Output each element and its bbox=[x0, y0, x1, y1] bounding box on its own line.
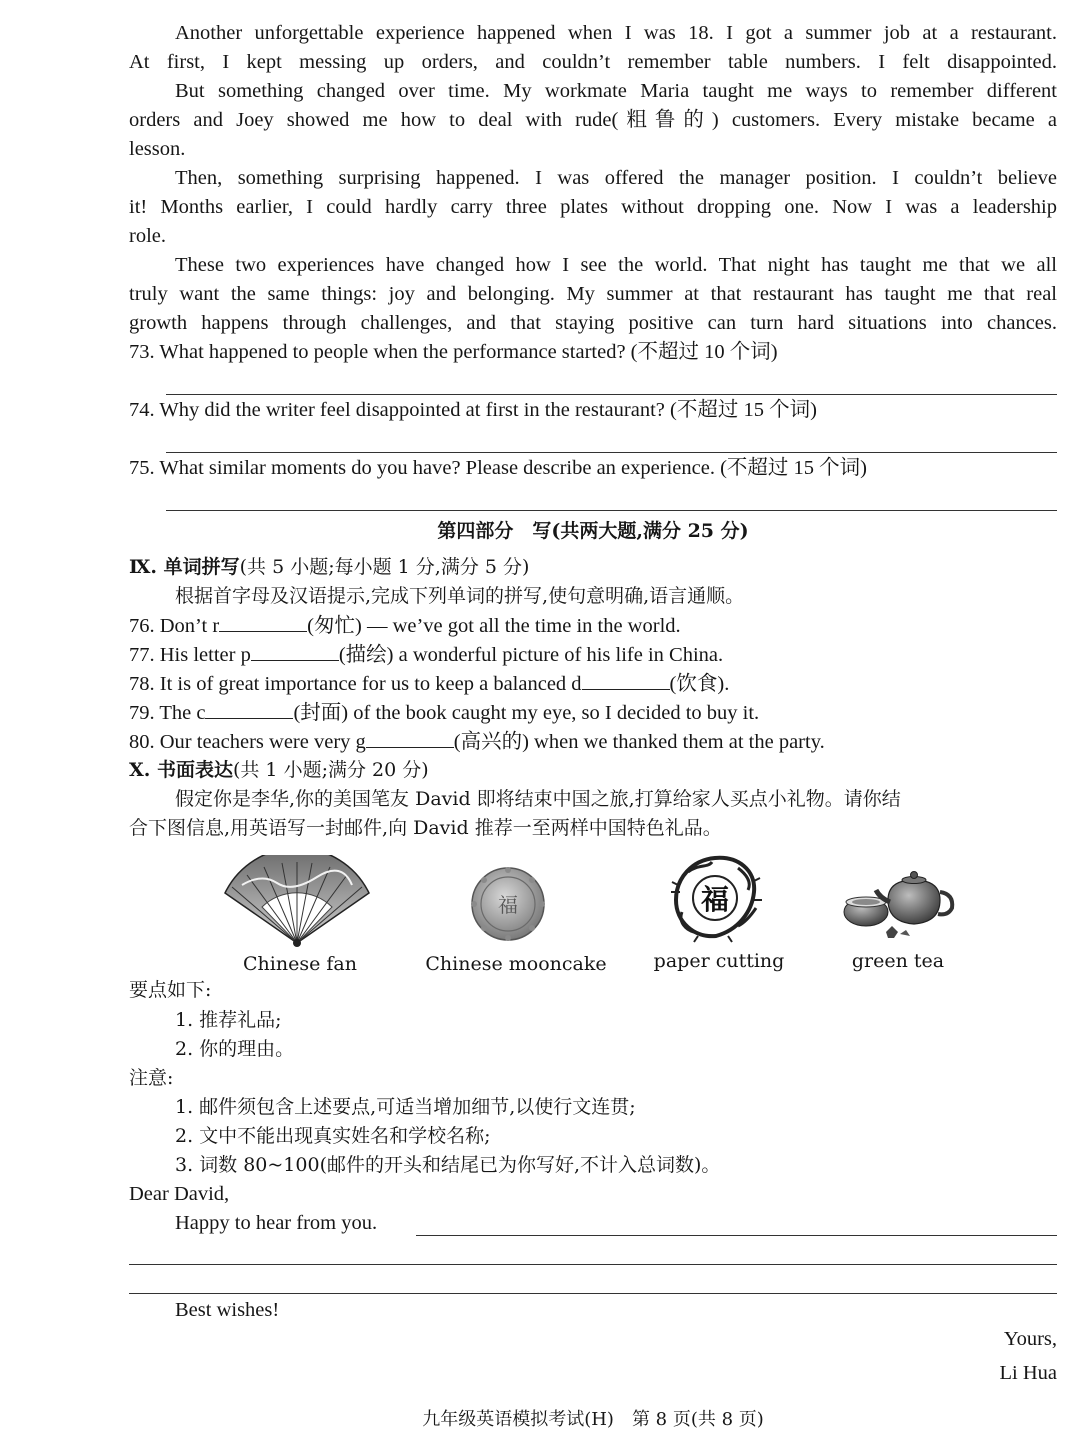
spelling-blank[interactable] bbox=[205, 698, 293, 719]
paper-cutting-icon bbox=[668, 852, 763, 944]
section9-instruction: 根据首字母及汉语提示,完成下列单词的拼写,使句意明确,语言通顺。 bbox=[175, 585, 745, 607]
image-caption: paper cutting bbox=[653, 950, 785, 972]
image-caption: green tea bbox=[851, 950, 945, 972]
note-item: 3. 词数 80~100(邮件的开头和结尾已为你写好,不计入总词数)。 bbox=[175, 1154, 721, 1176]
svg-text:福: 福 bbox=[700, 883, 730, 916]
passage-line: growth happens through challenges, and that staying positive can turn hard situations into chances. bbox=[129, 312, 1057, 334]
spelling-item-78: 78. It is of great importance for us to keep a balanced d (饮食). bbox=[129, 669, 1057, 698]
chinese-fan-icon bbox=[222, 855, 372, 950]
passage-line: At first, I kept messing up orders, and couldn’t remember table numbers. I felt disappointed. bbox=[129, 51, 1057, 73]
answer-line-73[interactable] bbox=[166, 394, 1057, 395]
section9-title bbox=[129, 553, 1057, 582]
letter-closing: Best wishes! bbox=[175, 1299, 280, 1321]
answer-line-74[interactable] bbox=[166, 452, 1057, 453]
passage-line: orders and Joey showed me how to deal with rude(粗鲁的) customers. Every mistake became a bbox=[129, 109, 1057, 131]
image-caption: Chinese mooncake bbox=[425, 953, 607, 975]
question-75: 75. What similar moments do you have? Please describe an experience. (不超过 15 个词) bbox=[129, 457, 867, 479]
mooncake-icon bbox=[468, 862, 548, 942]
spelling-item-79: 79. The c (封面) of the book caught my eye, so I decided to buy it. bbox=[129, 698, 1057, 727]
answer-line-75[interactable] bbox=[166, 510, 1057, 511]
spelling-item-76: 76. Don’t r (匆忙) — we’ve got all the time in the world. bbox=[129, 611, 1057, 640]
section10-title bbox=[129, 756, 1057, 785]
part4-heading: 第四部分 写(共两大题,满分 25 分) bbox=[437, 520, 749, 542]
spelling-item-77: 77. His letter p (描绘) a wonderful picture of his life in China. bbox=[129, 640, 1057, 669]
passage-line: truly want the same things: joy and belonging. My summer at that restaurant has taught me that real bbox=[129, 283, 1057, 305]
letter-opening: Happy to hear from you. bbox=[175, 1212, 378, 1234]
point-item: 2. 你的理由。 bbox=[175, 1038, 295, 1060]
passage-line: it! Months earlier, I could hardly carry three plates without dropping one. Now I was a leadership bbox=[129, 196, 1057, 218]
question-74: 74. Why did the writer feel disappointed at first in the restaurant? (不超过 15 个词) bbox=[129, 399, 817, 421]
spelling-blank[interactable] bbox=[582, 669, 670, 690]
passage-line: Then, something surprising happened. I was offered the manager position. I couldn’t believe bbox=[175, 167, 1057, 189]
letter-name: Li Hua bbox=[999, 1362, 1057, 1384]
section9-label: Ⅸ. 单词拼写 bbox=[129, 556, 240, 578]
writing-line[interactable] bbox=[129, 1293, 1057, 1294]
teapot-icon bbox=[828, 868, 960, 943]
spelling-blank[interactable] bbox=[366, 727, 454, 748]
point-item: 1. 推荐礼品; bbox=[175, 1009, 282, 1031]
notes-title: 注意: bbox=[129, 1067, 174, 1089]
letter-signoff: Yours, bbox=[1003, 1328, 1057, 1350]
spelling-blank[interactable] bbox=[251, 640, 339, 661]
passage-line: These two experiences have changed how I see the world. That night has taught me that we all bbox=[175, 254, 1057, 276]
page-footer: 九年级英语模拟考试(H) 第 8 页(共 8 页) bbox=[422, 1409, 764, 1430]
writing-prompt-line: 假定你是李华,你的美国笔友 David 即将结束中国之旅,打算给家人买点小礼物。请你结 bbox=[175, 788, 901, 810]
writing-line[interactable] bbox=[416, 1235, 1057, 1236]
spelling-blank[interactable] bbox=[219, 611, 307, 632]
section9-score: (共 5 小题;每小题 1 分,满分 5 分) bbox=[239, 556, 530, 578]
note-item: 2. 文中不能出现真实姓名和学校名称; bbox=[175, 1125, 491, 1147]
note-item: 1. 邮件须包含上述要点,可适当增加细节,以使行文连贯; bbox=[175, 1096, 636, 1118]
question-73: 73. What happened to people when the performance started? (不超过 10 个词) bbox=[129, 341, 778, 363]
writing-prompt-line: 合下图信息,用英语写一封邮件,向 David 推荐一至两样中国特色礼品。 bbox=[129, 817, 722, 839]
passage-line: Another unforgettable experience happened when I was 18. I got a summer job at a restaurant. bbox=[175, 22, 1057, 44]
passage-line: But something changed over time. My workmate Maria taught me ways to remember different bbox=[175, 80, 1057, 102]
image-caption: Chinese fan bbox=[243, 953, 357, 975]
svg-text:福: 福 bbox=[498, 893, 518, 917]
spelling-item-80: 80. Our teachers were very g (高兴的) when we thanked them at the party. bbox=[129, 727, 1057, 756]
section10-label: Ⅹ. 书面表达 bbox=[129, 759, 233, 781]
points-title: 要点如下: bbox=[129, 979, 212, 1001]
writing-line[interactable] bbox=[129, 1264, 1057, 1265]
passage-line: role. bbox=[129, 225, 166, 247]
letter-greeting: Dear David, bbox=[129, 1183, 230, 1205]
passage-line: lesson. bbox=[129, 138, 186, 160]
section10-score: (共 1 小题;满分 20 分) bbox=[232, 759, 429, 781]
